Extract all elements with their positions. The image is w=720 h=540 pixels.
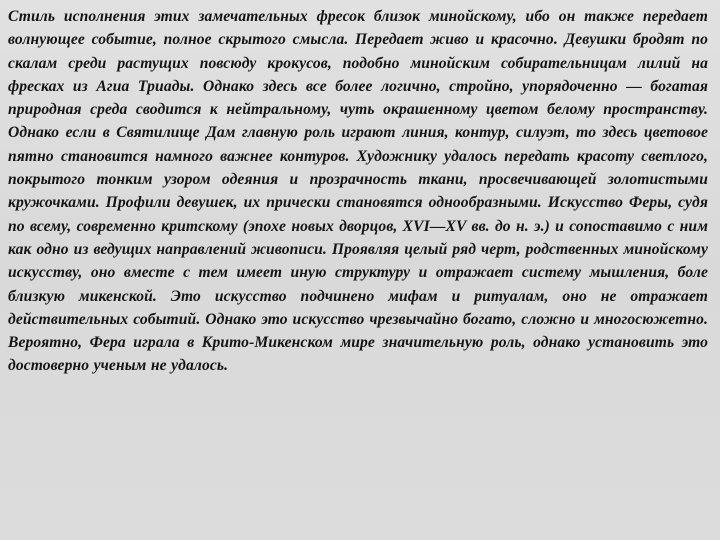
body-text: Стиль исполнения этих замечательных фресок близок минойскому, ибо он также передает волнующее событие, полное скрытого смысла. Передает живо и красочно. Девушки бродят по скалам среди растущих повсюду крокусов, подобно минойским собирательницам лилий на фресках из Агиа Триады. Однако здесь все более логично, стройно, упорядоченно — богатая природная среда сводится к нейтральному, чуть окрашенному цветом белому пространству. Однако если в Святилище Дам главную роль играют линия, контур, силуэт, то здесь цветовое пятно становится намного важнее контуров. Художнику удалось передать красоту светлого, покрытого тонким узором одеяния и прозрачность ткани, просвечивающей золотистыми кружочками. Профили девушек, их прически становятся однообразными. Искусство Феры, судя по всему, современно критскому (эпохе новых дворцов, XVI—XV вв. до н. э.) и сопоставимо с ним как одно из ведущих направлений живописи. Проявляя целый ряд черт, родственных минойскому искусству, оно вместе с тем имеет иную структуру и отражает систему мышления, боле близкую микенской. Это искусство подчинено мифам и ритуалам, оно не отражает действительных событий. Однако это искусство чрезвычайно богато, сложно и многосюжетно. Вероятно, Фера играла в Крито-Микенском мире значительную роль, однако установить это достоверно ученым не удалось. bbox=[8, 8, 708, 375]
